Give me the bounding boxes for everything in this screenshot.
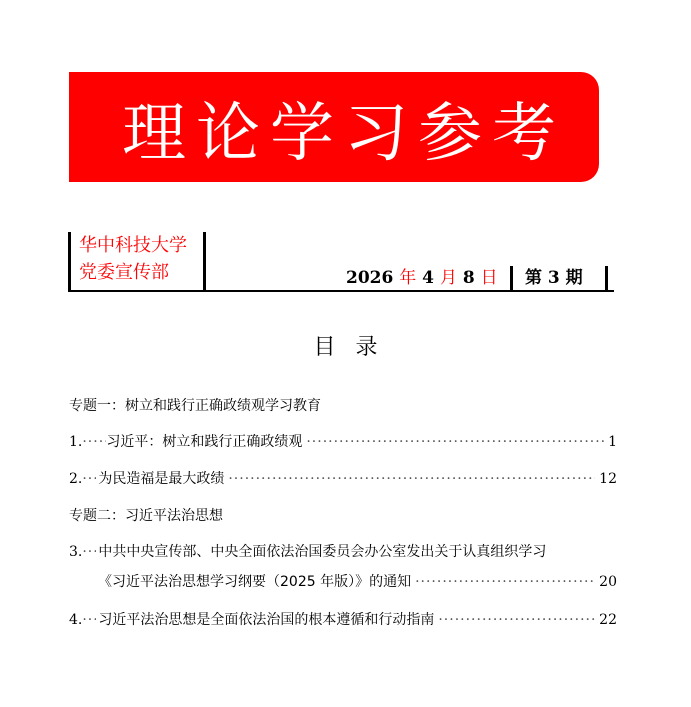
toc-entry-text: 《习近平法治思想学习纲要（2025 年版）》的通知 (98, 574, 412, 590)
date-year-char: 年 (399, 268, 417, 288)
issue-date (346, 266, 498, 290)
toc-section-2: 专题二：习近平法治思想 (69, 508, 223, 524)
toc-leader (82, 610, 96, 630)
publisher-university: 华中科技大学 (79, 235, 187, 256)
toc-entry-number: 1. (69, 434, 83, 450)
toc-title: 目录 (313, 335, 398, 360)
toc-leader (82, 469, 96, 489)
date-day-char: 日 (480, 268, 498, 288)
date-month: 4 (422, 268, 435, 288)
publication-title: 理论学习参考 (122, 97, 566, 171)
publisher-department: 党委宣传部 (79, 262, 169, 283)
date-month-char: 月 (439, 268, 457, 288)
toc-entry-page: 22 (599, 612, 617, 628)
toc-entry-3-continuation[interactable] (98, 572, 617, 592)
toc-leader (228, 469, 595, 489)
toc-entry-2[interactable] (69, 469, 617, 489)
toc-leader (82, 432, 106, 452)
toc-entry-text: 习近平法治思想是全面依法治国的根本遵循和行动指南 (98, 612, 435, 628)
publisher-box (68, 232, 206, 290)
toc-entry-page: 20 (599, 574, 617, 590)
header-divider (68, 290, 614, 292)
date-day: 8 (462, 268, 475, 288)
toc-entry-number: 4. (69, 612, 83, 628)
toc-entry-text: 为民造福是最大政绩 (98, 471, 225, 487)
toc-entry-text: 习近平：树立和践行正确政绩观 (106, 434, 303, 450)
toc-leader (415, 572, 595, 592)
toc-leader (82, 542, 96, 562)
issue-number: 第 3 期 (510, 266, 608, 290)
toc-entry-1[interactable] (69, 432, 617, 452)
toc-entry-text: 中共中央宣传部、中央全面依法治国委员会办公室发出关于认真组织学习 (98, 544, 547, 560)
toc-entry-page: 1 (608, 434, 617, 450)
toc-leader (438, 610, 595, 630)
toc-entry-3[interactable] (69, 542, 617, 562)
date-year: 2026 (346, 268, 394, 288)
toc-entry-page: 12 (599, 471, 617, 487)
toc-leader (306, 432, 604, 452)
toc-entry-number: 3. (69, 544, 83, 560)
toc-entry-4[interactable] (69, 610, 617, 630)
toc-section-1: 专题一：树立和践行正确政绩观学习教育 (69, 398, 321, 414)
toc-entry-number: 2. (69, 471, 83, 487)
